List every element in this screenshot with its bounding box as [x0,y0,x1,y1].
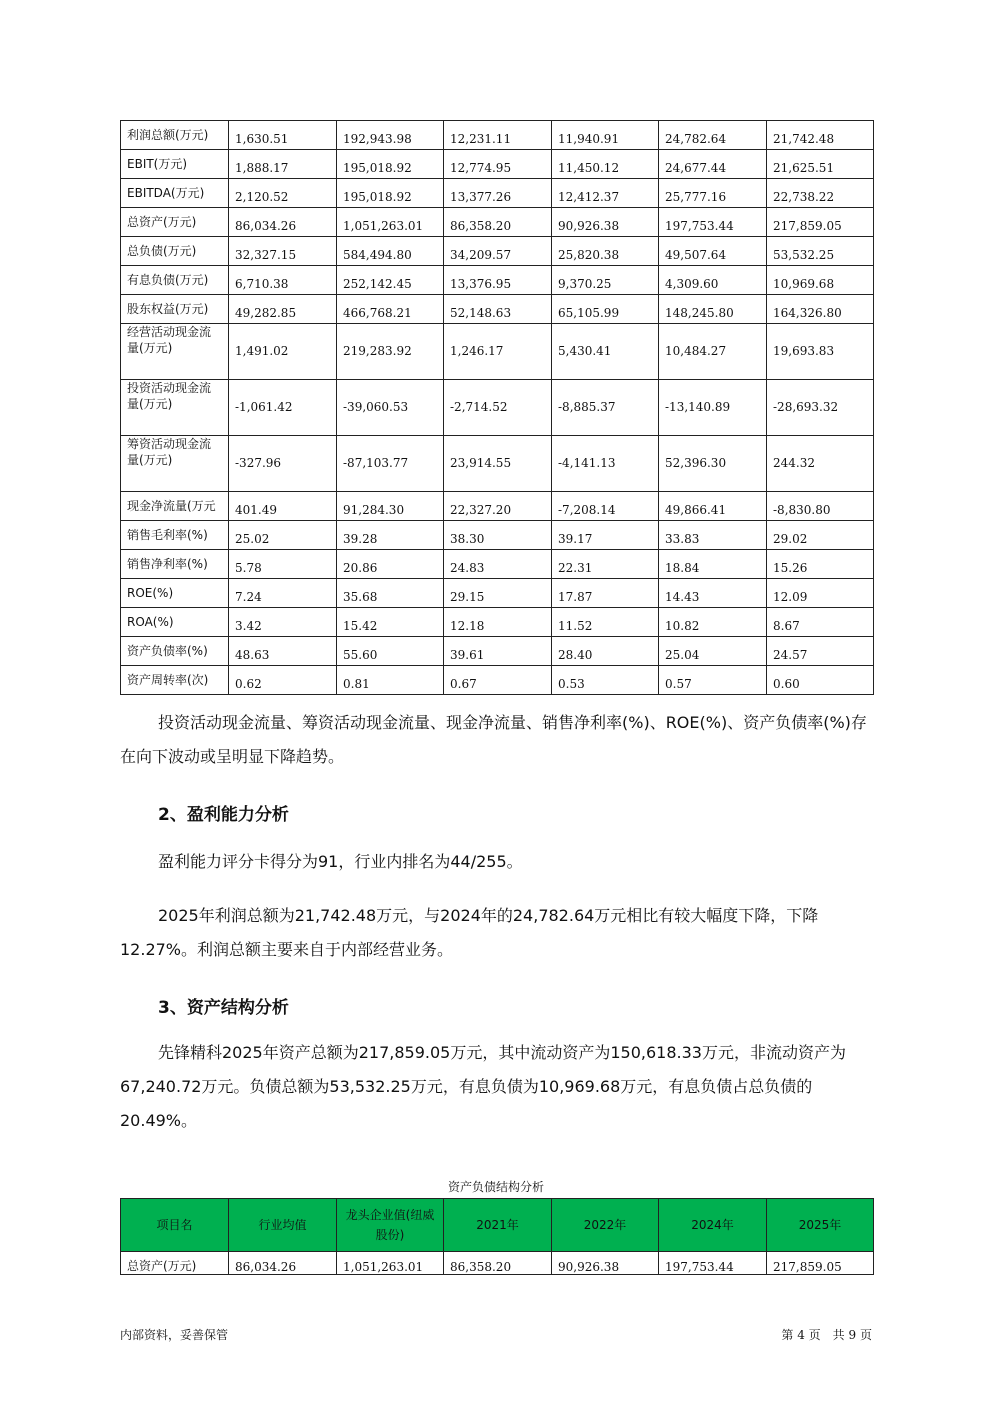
table-cell: 65,105.99 [552,295,659,324]
table-cell: 35.68 [337,579,444,608]
row-label: 资产负债率(%) [121,637,229,666]
table-cell: -87,103.77 [337,436,444,492]
table-cell: 1,888.17 [229,150,337,179]
page-mid: 页 共 [808,1328,845,1342]
table-cell: -8,830.80 [767,492,874,521]
table-cell: 1,491.02 [229,324,337,380]
table-cell: 25.04 [659,637,767,666]
table-cell: 192,943.98 [337,121,444,150]
row-label: ROA(%) [121,608,229,637]
table-row [121,237,874,266]
table-cell: -2,714.52 [444,380,552,436]
table-cell: 217,859.05 [767,1252,874,1275]
page-prefix: 第 [781,1328,794,1342]
table-cell: 18.84 [659,550,767,579]
header-cell: 2021年 [444,1199,552,1252]
table-row [121,380,874,436]
table-cell: 32,327.15 [229,237,337,266]
table-cell: 0.62 [229,666,337,695]
table-cell: -4,141.13 [552,436,659,492]
table-cell: 34,209.57 [444,237,552,266]
table-cell: 22,327.20 [444,492,552,521]
table-cell: 1,051,263.01 [337,1252,444,1275]
table-cell: 1,630.51 [229,121,337,150]
table-row [121,637,874,666]
table-cell: 39.61 [444,637,552,666]
table-cell: 52,396.30 [659,436,767,492]
table-row [121,266,874,295]
trend-paragraph [120,706,872,774]
table-cell: -327.96 [229,436,337,492]
header-cell: 项目名 [121,1199,229,1252]
footer-page-number [781,1326,872,1343]
table-row [121,608,874,637]
table-cell: 25.02 [229,521,337,550]
table-cell: 12,412.37 [552,179,659,208]
financial-indicators-table [120,120,874,695]
table-cell: 49,866.41 [659,492,767,521]
trend-text: 投资活动现金流量、筹资活动现金流量、现金净流量、销售净利率(%)、ROE(%)、资产负债率(%)存在向下波动或呈明显下降趋势。 [120,713,867,766]
table-cell: 401.49 [229,492,337,521]
header-cell: 2022年 [552,1199,659,1252]
table-cell: 0.81 [337,666,444,695]
table-cell: 91,284.30 [337,492,444,521]
table-cell: 39.17 [552,521,659,550]
table-cell: 38.30 [444,521,552,550]
table-cell: 0.67 [444,666,552,695]
table-cell: -8,885.37 [552,380,659,436]
profit-paragraph [120,899,872,967]
row-label: 利润总额(万元) [121,121,229,150]
table-cell: 0.53 [552,666,659,695]
table-cell: 28.40 [552,637,659,666]
table-cell: 49,507.64 [659,237,767,266]
table-cell: 1,246.17 [444,324,552,380]
table-row [121,295,874,324]
table-cell: 4,309.60 [659,266,767,295]
footer-confidential-note: 内部资料，妥善保管 [120,1328,229,1342]
table-row [121,150,874,179]
page-total: 9 [848,1328,857,1342]
table-cell: -39,060.53 [337,380,444,436]
table-cell: 197,753.44 [659,1252,767,1275]
row-label: 总负债(万元) [121,237,229,266]
table-cell: 7.24 [229,579,337,608]
row-label: 销售净利率(%) [121,550,229,579]
table-cell: 14.43 [659,579,767,608]
page-suffix: 页 [859,1328,872,1342]
table-cell: 466,768.21 [337,295,444,324]
table-cell: -7,208.14 [552,492,659,521]
row-label: EBITDA(万元) [121,179,229,208]
table-cell: 2,120.52 [229,179,337,208]
table-row [121,579,874,608]
table-cell: -1,061.42 [229,380,337,436]
table-cell: 90,926.38 [552,1252,659,1275]
asset-paragraph [120,1036,872,1138]
table-cell: -13,140.89 [659,380,767,436]
table-cell: 252,142.45 [337,266,444,295]
table-cell: 15.26 [767,550,874,579]
table-cell: 13,377.26 [444,179,552,208]
table-row [121,492,874,521]
table-cell: 24,782.64 [659,121,767,150]
table-row [121,324,874,380]
table-cell: 195,018.92 [337,179,444,208]
table-cell: 12.18 [444,608,552,637]
table-cell: 21,625.51 [767,150,874,179]
row-label: 筹资活动现金流量(万元) [121,436,229,492]
table-cell: -28,693.32 [767,380,874,436]
table-cell: 11.52 [552,608,659,637]
table-row [121,1252,874,1275]
table-cell: 55.60 [337,637,444,666]
table-row [121,550,874,579]
table-cell: 25,820.38 [552,237,659,266]
table-row [121,121,874,150]
asset-text: 先锋精科2025年资产总额为217,859.05万元，其中流动资产为150,618.33万元，非流动资产为67,240.72万元。负债总额为53,532.25万元，有息负债为10,969.68万元，有息负债占总负债的20.49%。 [120,1043,846,1130]
asset-liability-structure-table [120,1198,874,1275]
table-cell: 33.83 [659,521,767,550]
table-cell: 86,034.26 [229,208,337,237]
row-label: 有息负债(万元) [121,266,229,295]
table-cell: 29.02 [767,521,874,550]
financial-table-body [121,121,874,695]
header-cell: 行业均值 [229,1199,337,1252]
structure-table-body [121,1199,874,1275]
table-cell: 90,926.38 [552,208,659,237]
table-cell: 9,370.25 [552,266,659,295]
row-label: ROE(%) [121,579,229,608]
table-cell: 12,774.95 [444,150,552,179]
table-cell: 195,018.92 [337,150,444,179]
table-row [121,208,874,237]
row-label: 股东权益(万元) [121,295,229,324]
table-cell: 148,245.80 [659,295,767,324]
table-cell: 48.63 [229,637,337,666]
table-cell: 6,710.38 [229,266,337,295]
table-cell: 20.86 [337,550,444,579]
table-cell: 17.87 [552,579,659,608]
row-label: EBIT(万元) [121,150,229,179]
table-cell: 39.28 [337,521,444,550]
table-cell: 86,034.26 [229,1252,337,1275]
table-cell: 10,484.27 [659,324,767,380]
table-cell: 0.57 [659,666,767,695]
profit-text: 2025年利润总额为21,742.48万元，与2024年的24,782.64万元相比有较大幅度下降，下降12.27%。利润总额主要来自于内部经营业务。 [120,906,819,959]
table-cell: 19,693.83 [767,324,874,380]
table-cell: 53,532.25 [767,237,874,266]
header-cell: 2024年 [659,1199,767,1252]
table-cell: 10,969.68 [767,266,874,295]
row-label: 总资产(万元) [121,1252,229,1275]
table-cell: 8.67 [767,608,874,637]
table-cell: 24,677.44 [659,150,767,179]
row-label: 资产周转率(次) [121,666,229,695]
table-cell: 1,051,263.01 [337,208,444,237]
table-cell: 86,358.20 [444,208,552,237]
table-cell: 86,358.20 [444,1252,552,1275]
heading-profitability: 2、盈利能力分析 [158,805,289,825]
table-cell: 3.42 [229,608,337,637]
row-label: 投资活动现金流量(万元) [121,380,229,436]
table-cell: 25,777.16 [659,179,767,208]
table-cell: 24.57 [767,637,874,666]
table-cell: 219,283.92 [337,324,444,380]
table-cell: 22,738.22 [767,179,874,208]
page-current: 4 [797,1328,805,1342]
table-cell: 0.60 [767,666,874,695]
row-label: 现金净流量(万元 [121,492,229,521]
table-cell: 21,742.48 [767,121,874,150]
row-label: 经营活动现金流量(万元) [121,324,229,380]
table-cell: 49,282.85 [229,295,337,324]
table-cell: 29.15 [444,579,552,608]
table-row [121,179,874,208]
table-cell: 244.32 [767,436,874,492]
table-cell: 11,450.12 [552,150,659,179]
table-row [121,666,874,695]
header-cell: 2025年 [767,1199,874,1252]
table-cell: 11,940.91 [552,121,659,150]
table-cell: 164,326.80 [767,295,874,324]
table-cell: 217,859.05 [767,208,874,237]
row-label: 总资产(万元) [121,208,229,237]
table-cell: 584,494.80 [337,237,444,266]
table-cell: 12,231.11 [444,121,552,150]
table-row [121,521,874,550]
row-label: 销售毛利率(%) [121,521,229,550]
score-paragraph [120,845,872,879]
table-cell: 22.31 [552,550,659,579]
table-header-row [121,1199,874,1252]
table-cell: 52,148.63 [444,295,552,324]
table-caption: 资产负债结构分析 [447,1180,544,1194]
header-cell: 龙头企业值(纽威股份) [337,1199,444,1252]
table-cell: 5.78 [229,550,337,579]
table-cell: 12.09 [767,579,874,608]
table-cell: 197,753.44 [659,208,767,237]
table-cell: 15.42 [337,608,444,637]
table-cell: 23,914.55 [444,436,552,492]
table-cell: 24.83 [444,550,552,579]
table-cell: 10.82 [659,608,767,637]
table-cell: 5,430.41 [552,324,659,380]
table-cell: 13,376.95 [444,266,552,295]
heading-asset-structure: 3、资产结构分析 [158,998,289,1018]
table-row [121,436,874,492]
score-text: 盈利能力评分卡得分为91，行业内排名为44/255。 [158,852,523,871]
